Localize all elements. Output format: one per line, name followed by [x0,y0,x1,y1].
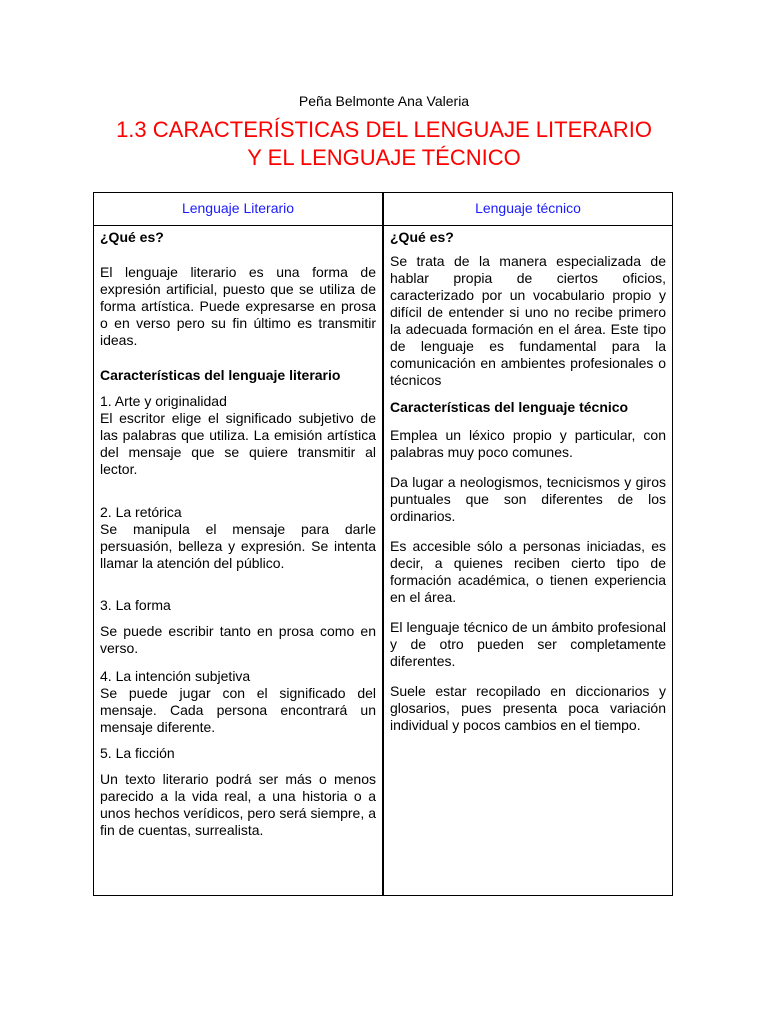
literario-feature-5-text: Un texto literario podrá ser más o menos parecido a la vida real, a una historia o a unos hechos verídicos, pero será siempre, a fin de cuentas, surrealista. [100,771,376,838]
column-header-literario: Lenguaje Literario [181,200,295,216]
page-title [0,116,768,172]
tecnico-point-4: El lenguaje técnico de un ámbito profesional y de otro pueden ser completamente diferentes. [390,619,666,669]
literario-feature-2-title: 2. La retórica [100,504,182,520]
tecnico-definition: Se trata de la manera especializada de hablar propia de ciertos oficios, caracterizado por un vocabulario propio y difícil de entender si uno no recibe primero la adecuada formación en el área. Este tipo de lenguaje es fundamental para la comunicación en ambientes profesionales o técnicos [390,253,666,388]
comparison-table [93,192,673,896]
tecnico-point-2: Da lugar a neologismos, tecnicismos y giros puntuales que son diferentes de los ordinarios. [390,474,666,524]
tecnico-que-es-label: ¿Qué es? [390,229,454,245]
literario-features-heading: Características del lenguaje literario [100,367,341,383]
literario-column [100,229,376,839]
literario-feature-2-text: Se manipula el mensaje para darle persuasión, belleza y expresión. Se intenta llamar la atención del público. [100,521,376,571]
author-name: Peña Belmonte Ana Valeria [298,93,470,109]
literario-feature-3-title: 3. La forma [100,597,171,613]
tecnico-features-heading: Características del lenguaje técnico [390,399,629,415]
literario-feature-4-text: Se puede jugar con el significado del mensaje. Cada persona encontrará un mensaje diferente. [100,685,376,735]
title-line-1: 1.3 CARACTERÍSTICAS DEL LENGUAJE LITERARIO [116,117,652,142]
literario-feature-1-text: El escritor elige el significado subjetivo de las palabras que utiliza. La emisión artística del mensaje que se quiere transmitir al lector. [100,410,376,477]
tecnico-point-3: Es accesible sólo a personas iniciadas, es decir, a quienes reciben cierto tipo de formación académica, o tienen experiencia en el área. [390,538,666,605]
literario-feature-1-title: 1. Arte y originalidad [100,393,227,409]
literario-que-es-label: ¿Qué es? [100,229,164,245]
column-divider [382,193,384,895]
title-line-2: Y EL LENGUAJE TÉCNICO [247,145,521,170]
tecnico-point-1: Emplea un léxico propio y particular, con palabras muy poco comunes. [390,427,666,460]
literario-feature-4-title: 4. La intención subjetiva [100,668,251,684]
tecnico-column [390,229,666,734]
tecnico-point-5: Suele estar recopilado en diccionarios y glosarios, pues presenta poca variación individual y pocos cambios en el tiempo. [390,683,666,733]
literario-feature-5-title: 5. La ficción [100,745,175,761]
column-header-tecnico: Lenguaje técnico [475,200,581,216]
literario-definition: El lenguaje literario es una forma de expresión artificial, puesto que se utiliza de forma artística. Puede expresarse en prosa o en verso pero su fin último es transmitir ideas. [100,264,376,348]
header-divider [94,225,672,226]
literario-feature-3-text: Se puede escribir tanto en prosa como en verso. [100,623,376,656]
